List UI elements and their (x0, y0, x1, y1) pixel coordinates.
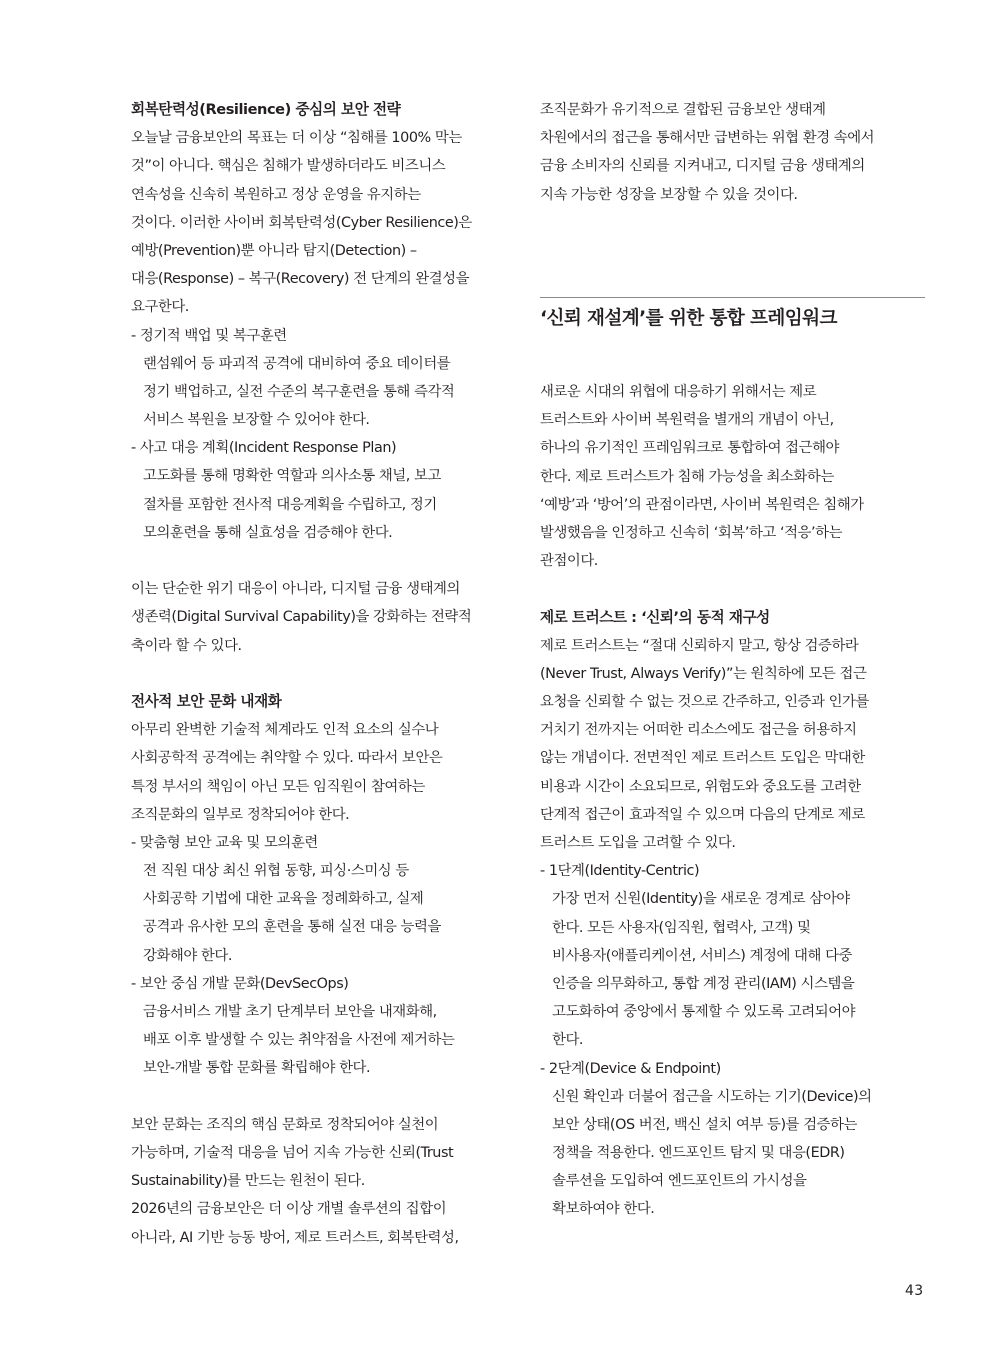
spacer (131, 547, 503, 575)
text-line: 사회공학 기법에 대한 교육을 정례화하고, 실제 (143, 891, 424, 908)
text-line: 금융서비스 개발 초기 단계부터 보안을 내재화해, (143, 1004, 437, 1020)
text-line: 예방(Prevention)뿐 아니라 탐지(Detection) – (131, 242, 417, 259)
section-divider (540, 297, 925, 298)
text-line: 특정 부서의 책임이 아닌 모든 임직원이 참여하는 (131, 778, 425, 795)
section-heading-resilience: 회복탄력성(Resilience) 중심의 보안 전략 (131, 101, 401, 118)
text-line: ‘예방’과 ‘방어’의 관점이라면, 사이버 복원력은 침해가 (540, 496, 864, 513)
text-line: 발생했음을 인정하고 신속히 ‘회복’하고 ‘적응’하는 (540, 524, 843, 541)
text-line: 인증을 의무화하고, 통합 계정 관리(IAM) 시스템을 (552, 975, 855, 992)
text-line: 솔루션을 도입하여 엔드포인트의 가시성을 (552, 1173, 807, 1190)
bullet-title: - 2단계(Device & Endpoint) (540, 1060, 721, 1077)
text-line: 차원에서의 접근을 통해서만 급변하는 위협 환경 속에서 (540, 130, 875, 147)
text-line: 금융 소비자의 신뢰를 지켜내고, 디지털 금융 생태계의 (540, 158, 865, 175)
zero-trust-paragraph (540, 632, 925, 858)
bullet-security-training (131, 829, 503, 970)
resilience-closing-paragraph (131, 575, 503, 660)
text-line: 요구한다. (131, 299, 189, 316)
bullet-backup (131, 322, 503, 435)
text-line: 보안 상태(OS 버전, 백신 설치 여부 등)를 검증하는 (552, 1116, 858, 1133)
text-line: 축이라 할 수 있다. (131, 637, 242, 654)
text-line: 것이다. 이러한 사이버 회복탄력성(Cyber Resilience)은 (131, 214, 472, 231)
text-line: 한다. (552, 1032, 584, 1049)
text-line: 한다. 모든 사용자(임직원, 협력사, 고객) 및 (552, 919, 811, 936)
text-line: 조직문화가 유기적으로 결합된 금융보안 생태계 (540, 102, 826, 118)
text-line: (Never Trust, Always Verify)”는 원칙하에 모든 접근 (540, 665, 867, 682)
text-line: 아니라, AI 기반 능동 방어, 제로 트러스트, 회복탄력성, (131, 1229, 459, 1246)
text-line: 가능하며, 기술적 대응을 넘어 지속 가능한 신뢰(Trust (131, 1144, 454, 1161)
bullet-devsecops (131, 970, 503, 1083)
text-line: 사회공학적 공격에는 취약할 수 있다. 따라서 보안은 (131, 750, 443, 767)
text-line: 고도화하여 중앙에서 통제할 수 있도록 고려되어야 (552, 1004, 856, 1021)
text-line: 것”이 아니다. 핵심은 침해가 발생하더라도 비즈니스 (131, 158, 446, 175)
section-heading-zero-trust: 제로 트러스트 : ‘신뢰’의 동적 재구성 (540, 608, 770, 626)
spacer (131, 660, 503, 688)
text-line: 강화해야 한다. (143, 947, 232, 964)
bullet-title: - 사고 대응 계획(Incident Response Plan) (131, 440, 397, 457)
text-line: 서비스 복원을 보장할 수 있어야 한다. (143, 412, 370, 429)
text-line: 배포 이후 발생할 수 있는 취약점을 사전에 제거하는 (143, 1032, 455, 1049)
text-line: 생존력(Digital Survival Capability)을 강화하는 전략적 (131, 609, 472, 626)
bullet-incident-response (131, 434, 503, 547)
text-line: 한다. 제로 트러스트가 침해 가능성을 최소화하는 (540, 468, 834, 485)
bullet-step2-device (540, 1055, 925, 1224)
text-line: 확보하여야 한다. (552, 1201, 655, 1218)
text-line: 트러스트와 사이버 복원력을 별개의 개념이 아닌, (540, 412, 834, 429)
resilience-paragraph (131, 124, 503, 321)
right-column (540, 96, 925, 209)
right-column-lower (540, 378, 925, 1224)
continuation-paragraph (540, 96, 925, 209)
text-line: 랜섬웨어 등 파괴적 공격에 대비하여 중요 데이터를 (143, 355, 451, 372)
text-line: 공격과 유사한 모의 훈련을 통해 실전 대응 능력을 (143, 919, 441, 936)
bullet-step1-identity (540, 857, 925, 1054)
text-line: 하나의 유기적인 프레임워크로 통합하여 접근해야 (540, 440, 839, 457)
text-line: 비용과 시간이 소요되므로, 위험도와 중요도를 고려한 (540, 778, 861, 795)
text-line: 절차를 포함한 전사적 대응계획을 수립하고, 정기 (143, 496, 437, 513)
text-line: 새로운 시대의 위협에 대응하기 위해서는 제로 (540, 384, 817, 400)
text-line: 아무리 완벽한 기술적 체계라도 인적 요소의 실수나 (131, 722, 439, 739)
text-line: 가장 먼저 신원(Identity)을 새로운 경계로 삼아야 (552, 891, 850, 908)
page-number: 43 (905, 1283, 924, 1299)
text-line: 2026년의 금융보안은 더 이상 개별 솔루션의 집합이 (131, 1201, 447, 1218)
bullet-title: - 1단계(Identity-Centric) (540, 863, 700, 880)
framework-intro-paragraph (540, 378, 925, 575)
text-line: 지속 가능한 성장을 보장할 수 있을 것이다. (540, 186, 798, 203)
section-title: ‘신뢰 재설계’를 위한 통합 프레임워크 (540, 308, 837, 329)
text-line: 비사용자(애플리케이션, 서비스) 계정에 대해 다중 (552, 947, 852, 964)
text-line: 관점이다. (540, 553, 598, 570)
left-column (131, 96, 503, 1252)
security-culture-closing-paragraph (131, 1111, 503, 1252)
text-line: Sustainability)를 만드는 원천이 된다. (131, 1173, 365, 1190)
text-line: 신원 확인과 더불어 접근을 시도하는 기기(Device)의 (552, 1088, 872, 1105)
text-line: 연속성을 신속히 복원하고 정상 운영을 유지하는 (131, 186, 421, 203)
text-line: 고도화를 통해 명확한 역할과 의사소통 채널, 보고 (143, 468, 441, 485)
text-line: 요청을 신뢰할 수 없는 것으로 간주하고, 인증과 인가를 (540, 694, 869, 711)
text-line: 대응(Response) – 복구(Recovery) 전 단계의 완결성을 (131, 271, 470, 288)
text-line: 정기 백업하고, 실전 수준의 복구훈련을 통해 즉각적 (143, 383, 455, 400)
text-line: 보안 문화는 조직의 핵심 문화로 정착되어야 실천이 (131, 1116, 439, 1133)
text-line: 제로 트러스트는 “절대 신뢰하지 말고, 항상 검증하라 (540, 637, 859, 654)
text-line: 모의훈련을 통해 실효성을 검증해야 한다. (143, 524, 393, 541)
security-culture-paragraph (131, 716, 503, 829)
text-line: 정책을 적용한다. 엔드포인트 탐지 및 대응(EDR) (552, 1145, 845, 1162)
text-line: 않는 개념이다. 전면적인 제로 트러스트 도입은 막대한 (540, 750, 865, 767)
text-line: 전 직원 대상 최신 위협 동향, 피싱·스미싱 등 (143, 863, 409, 880)
bullet-title: - 보안 중심 개발 문화(DevSecOps) (131, 975, 349, 992)
bullet-title: - 맞춤형 보안 교육 및 모의훈련 (131, 834, 318, 851)
text-line: 거치기 전까지는 어떠한 리소스에도 접근을 허용하지 (540, 722, 857, 739)
text-line: 오늘날 금융보안의 목표는 더 이상 “침해를 100% 막는 (131, 130, 462, 147)
spacer (540, 575, 925, 603)
spacer (131, 1083, 503, 1111)
section-heading-security-culture: 전사적 보안 문화 내재화 (131, 692, 282, 710)
text-line: 조직문화의 일부로 정착되어야 한다. (131, 806, 350, 823)
text-line: 보안-개발 통합 문화를 확립해야 한다. (143, 1060, 371, 1077)
text-line: 단계적 접근이 효과적일 수 있으며 다음의 단계로 제로 (540, 806, 865, 823)
bullet-title: - 정기적 백업 및 복구훈련 (131, 327, 287, 344)
text-line: 트러스트 도입을 고려할 수 있다. (540, 835, 736, 851)
text-line: 이는 단순한 위기 대응이 아니라, 디지털 금융 생태계의 (131, 581, 460, 598)
